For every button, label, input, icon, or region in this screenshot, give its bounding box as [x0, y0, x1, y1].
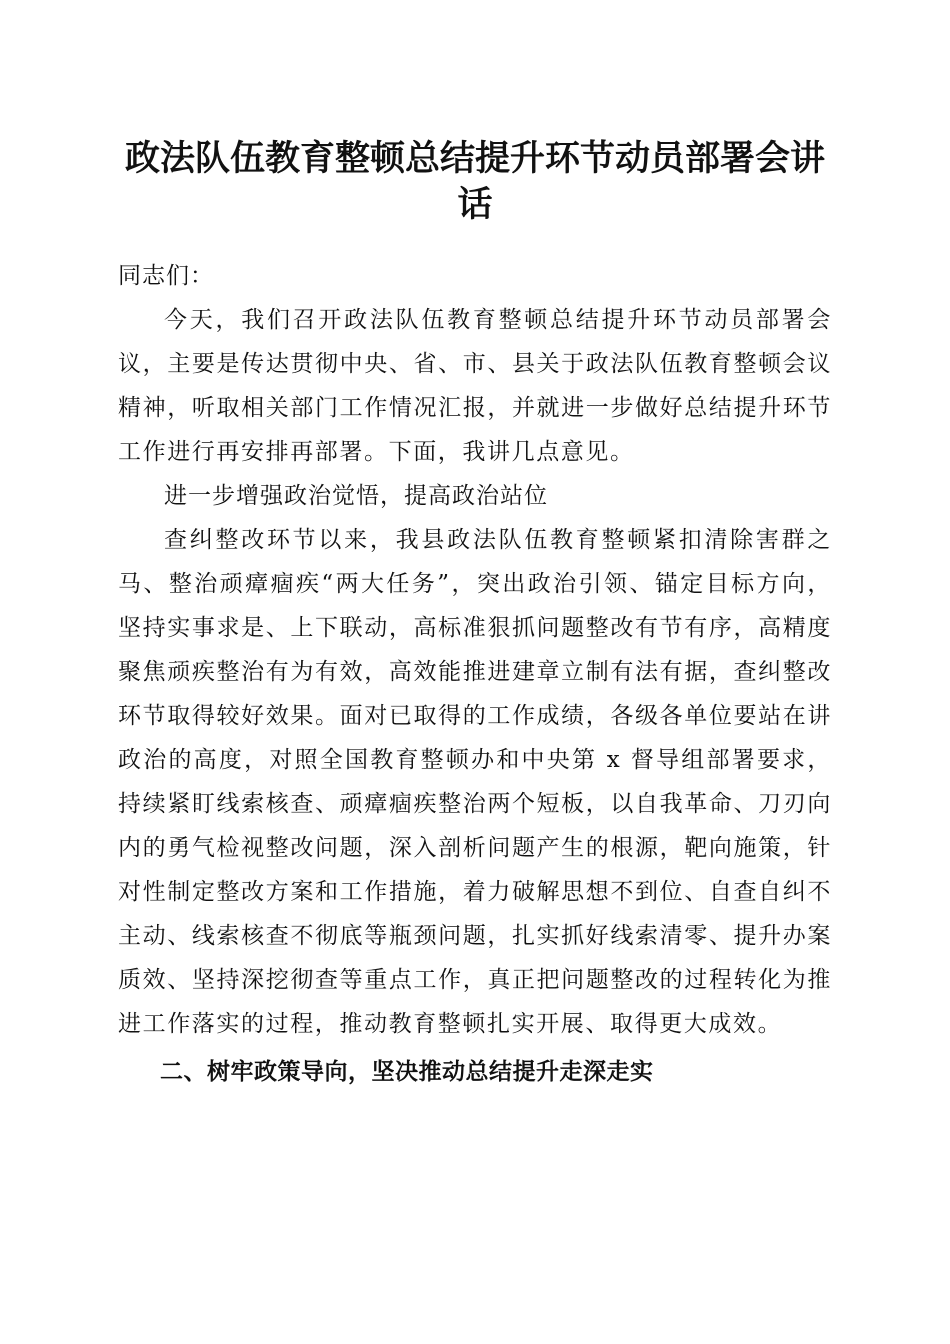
document-title: 政法队伍教育整顿总结提升环节动员部署会讲话 [124, 138, 825, 225]
section-two-heading: 二、树牢政策导向，坚决推动总结提升走深走实 [160, 1059, 654, 1085]
section-one-paragraph: 查纠整改环节以来，我县政法队伍教育整顿紧扣清除害群之马、整治顽瘴痼疾“两大任务”，突出政治引领、锚定目标方向，坚持实事求是、上下联动，高标准狠抓问题整改有节有序，高精度聚焦顽疾整治有为有效，高效能推进建章立制有法有据，查纠整改环节取得较好效果。面对已取得的工作成绩，各级各单位要站在讲政治的高度，对照全国教育整顿办和中央第 x 督导组部署要求，持续紧盯线索核查、顽瘴痼疾整治两个短板，以自我革命、刀刃向内的勇气检视整改问题，深入剖析问题产生的根源，靶向施策，针对性制定整改方案和工作措施，着力破解思想不到位、自查自纠不主动、线索核查不彻底等瓶颈问题，扎实抓好线索清零、提升办案质效、坚持深挖彻查等重点工作，真正把问题整改的过程转化为推进工作落实的过程，推动教育整顿扎实开展、取得更大成效。 [118, 527, 832, 1037]
document-body [118, 254, 832, 1094]
section-one-heading: 进一步增强政治觉悟，提高政治站位 [164, 483, 548, 509]
salutation: 同志们： [118, 263, 214, 289]
intro-paragraph: 今天，我们召开政法队伍教育整顿总结提升环节动员部署会议，主要是传达贯彻中央、省、市、县关于政法队伍教育整顿会议精神，听取相关部门工作情况汇报，并就进一步做好总结提升环节工作进行再安排再部署。下面，我讲几点意见。 [118, 307, 832, 465]
